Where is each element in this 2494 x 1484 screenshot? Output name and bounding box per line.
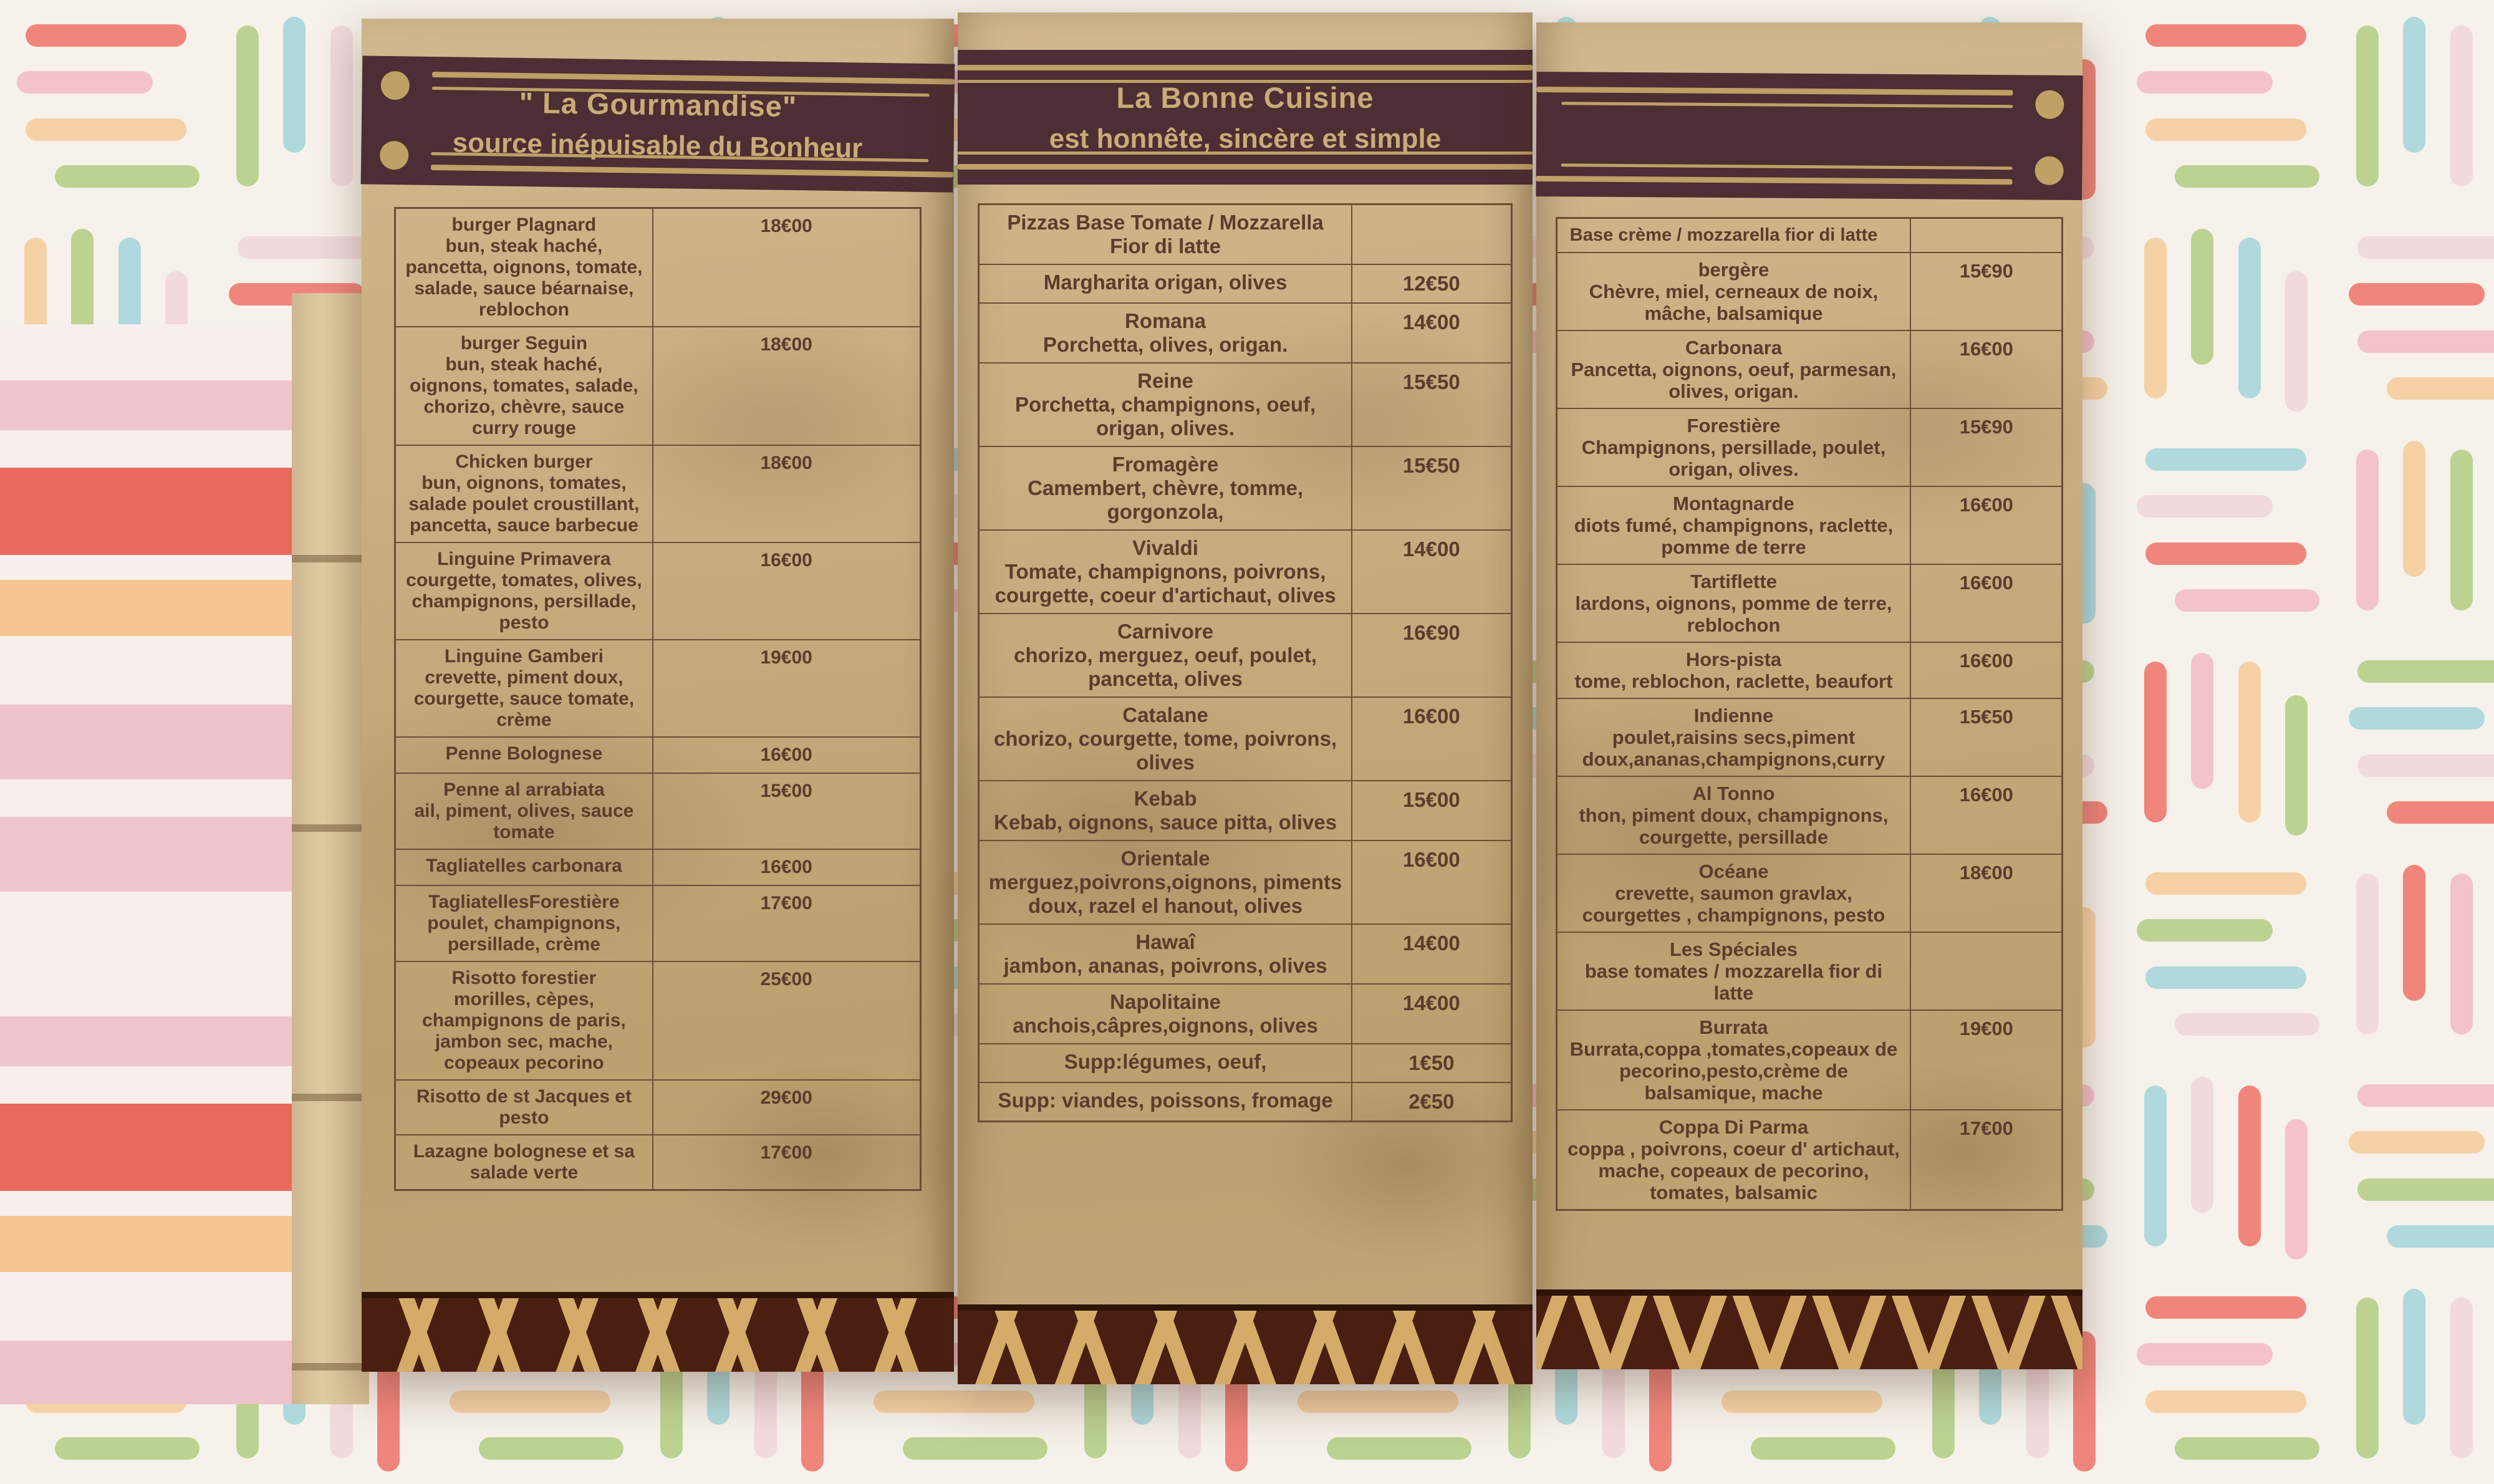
cloth-stroke — [2356, 1298, 2379, 1458]
item-price: 15€00 — [1352, 781, 1511, 841]
item-name: Carnivore — [1117, 620, 1214, 643]
lattice-band — [958, 1304, 1533, 1384]
item-name: Tartiflette — [1690, 571, 1777, 592]
cloth-tile — [2120, 1272, 2332, 1484]
menu-item-row — [979, 446, 1511, 530]
cloth-stroke — [2145, 542, 2306, 565]
menu-item-row — [1556, 486, 2063, 564]
item-name: Burrata — [1699, 1016, 1768, 1038]
cloth-stroke — [2357, 330, 2494, 353]
trifold-menu — [362, 11, 2082, 1389]
item-name: Les Spéciales — [1669, 938, 1798, 960]
menu-item-row — [1556, 854, 2063, 932]
item-name: Carbonara — [1685, 337, 1782, 359]
cloth-stroke — [2191, 653, 2213, 789]
item-description: Chèvre, miel, cerneaux de noix, mâche, balsamique — [1589, 281, 1879, 324]
cloth-stroke — [26, 118, 186, 141]
menu-item-row — [979, 1044, 1511, 1082]
cloth-stroke — [2144, 1086, 2167, 1246]
item-name: Risotto forestier — [451, 968, 597, 988]
menu-item-row — [395, 961, 921, 1080]
cloth-stroke — [2137, 919, 2273, 942]
item-name: Al Tonno — [1692, 783, 1775, 804]
item-name: Océane — [1698, 860, 1769, 882]
cloth-tile — [2332, 0, 2494, 212]
item-price: 15€90 — [1910, 408, 2063, 486]
cloth-stroke — [55, 1437, 199, 1460]
item-price: 16€00 — [653, 542, 921, 640]
cloth-stroke — [1327, 1437, 1471, 1460]
cloth-stroke — [2349, 1131, 2485, 1154]
item-price: 15€50 — [1352, 363, 1511, 446]
item-description: coppa , poivrons, coeur d' artichaut, mache, copeaux de pecorino, tomates, balsamic — [1567, 1138, 1900, 1203]
item-description: base tomates / mozzarella fior di latte — [1584, 960, 1883, 1004]
item-price — [1910, 932, 2063, 1010]
item-price: 17€00 — [653, 1135, 921, 1190]
item-name: Pizzas Base Tomate / Mozzarella — [1007, 211, 1324, 234]
cloth-stroke — [2145, 448, 2306, 471]
menu-item-row — [395, 849, 921, 885]
cloth-stroke — [2285, 695, 2308, 835]
cloth-tile — [2120, 636, 2332, 848]
cloth-tile — [2332, 212, 2494, 424]
cloth-stroke — [874, 1390, 1034, 1413]
item-name: burger Plagnard — [451, 214, 597, 235]
cloth-stroke — [2137, 1343, 2273, 1366]
menu-items-table-center — [978, 203, 1512, 1122]
item-description: crevette, saumon gravlax, courgettes , champignons, pesto — [1582, 882, 1885, 926]
cloth-stroke — [330, 26, 353, 186]
menu-item-row — [395, 445, 921, 542]
item-description: courgette, tomates, olives, champignons, persillade, pesto — [406, 570, 642, 633]
cloth-stroke — [2349, 283, 2485, 306]
item-price: 15€90 — [1910, 253, 2063, 330]
item-price: 16€00 — [1352, 697, 1511, 781]
item-name: Risotto de st Jacques et pesto — [416, 1086, 632, 1128]
item-name: Margharita origan, olives — [1043, 271, 1288, 294]
cloth-stroke — [2450, 1298, 2473, 1458]
panel-left-title-line1: " La Gourmandise" — [519, 85, 797, 123]
item-price: 14€00 — [1352, 530, 1511, 614]
menu-item-row — [979, 1082, 1511, 1122]
banner-rule — [1536, 176, 2012, 185]
cloth-stroke — [236, 26, 259, 186]
cloth-stroke — [2285, 1119, 2308, 1259]
cloth-stroke — [2175, 165, 2319, 188]
item-price: 16€00 — [653, 849, 921, 885]
menu-item-row — [1556, 1010, 2063, 1110]
menu-item-row — [979, 781, 1511, 841]
cloth-tile — [2332, 636, 2494, 848]
item-name: Hors-pista — [1685, 648, 1782, 670]
item-price: 18€00 — [653, 327, 921, 445]
menu-item-row — [979, 530, 1511, 614]
cloth-stroke — [2356, 26, 2379, 186]
item-price: 17€00 — [653, 885, 921, 961]
menu-item-row — [395, 885, 921, 961]
item-name: Lazagne bolognese et sa salade verte — [413, 1141, 635, 1183]
cloth-stroke — [2175, 589, 2319, 612]
item-price: 14€00 — [1352, 984, 1511, 1044]
menu-item-row — [979, 205, 1511, 265]
cloth-stroke — [17, 71, 153, 94]
item-description: tome, reblochon, raclette, beaufort — [1574, 670, 1893, 692]
item-description: morilles, cèpes, champignons de paris, jambon sec, mache, copeaux pecorino — [422, 989, 626, 1073]
cloth-stroke — [2357, 1084, 2494, 1107]
panel-left-banner — [361, 55, 955, 192]
banner-rule — [1561, 102, 2013, 108]
item-description: Tomate, champignons, poivrons, courgette, coeur d'artichaut, olives — [994, 560, 1336, 607]
cloth-stroke — [283, 17, 306, 153]
menu-item-row — [1556, 698, 2063, 776]
item-description: bun, steak haché, oignons, tomates, salade, chorizo, chèvre, sauce curry rouge — [410, 354, 638, 438]
menu-item-row — [1556, 932, 2063, 1010]
menu-panel-right — [1536, 22, 2082, 1369]
cloth-tile — [2120, 848, 2332, 1060]
item-description: anchois,câpres,oignons, olives — [1013, 1014, 1318, 1037]
item-description: thon, piment doux, champignons, courgette, persillade — [1579, 804, 1889, 848]
cloth-stroke — [450, 1390, 610, 1413]
menu-item-row — [979, 984, 1511, 1044]
cloth-stroke — [2387, 801, 2494, 824]
cloth-tile — [2332, 424, 2494, 636]
menu-item-row — [395, 1135, 921, 1190]
item-name: Montagnarde — [1673, 493, 1794, 514]
menu-item-row — [1556, 1110, 2063, 1210]
item-price: 16€00 — [1910, 564, 2063, 642]
cloth-tile — [0, 0, 212, 212]
item-price: 17€00 — [1910, 1110, 2063, 1210]
menu-item-row — [979, 363, 1511, 446]
banner-dot-icon — [2035, 90, 2064, 119]
cloth-stroke — [2285, 271, 2308, 411]
item-name: Vivaldi — [1132, 536, 1198, 559]
item-name: Penne Bolognese — [445, 743, 603, 764]
cloth-stroke — [26, 24, 186, 47]
cloth-stroke — [2357, 236, 2494, 259]
item-name: TagliatellesForestière — [428, 892, 620, 912]
item-name: Napolitaine — [1110, 990, 1221, 1013]
item-price: 19€00 — [653, 640, 921, 737]
cloth-tile — [2332, 1272, 2494, 1484]
item-name: Orientale — [1120, 847, 1210, 870]
item-name: Coppa Di Parma — [1659, 1116, 1809, 1138]
item-name: Penne al arrabiata — [443, 779, 605, 800]
tablecloth-striped-edge — [0, 324, 293, 1404]
menu-item-row — [395, 327, 921, 445]
menu-item-row — [979, 303, 1511, 363]
menu-panel-left — [362, 19, 954, 1372]
cloth-stroke — [2238, 1086, 2261, 1246]
menu-item-row — [1556, 330, 2063, 408]
item-price: 1€50 — [1352, 1044, 1511, 1082]
item-description: Camembert, chèvre, tomme, gorgonzola, — [1028, 476, 1304, 523]
item-name: Reine — [1137, 369, 1193, 392]
item-price: 16€00 — [1910, 330, 2063, 408]
table-edge-strip — [292, 293, 369, 1404]
cloth-stroke — [2357, 1178, 2494, 1201]
cloth-stroke — [2450, 874, 2473, 1034]
banner-rule — [1536, 87, 2013, 95]
cloth-stroke — [1751, 1437, 1895, 1460]
item-name: Linguine Gamberi — [444, 646, 604, 667]
item-description: poulet, champignons, persillade, crème — [427, 913, 621, 955]
cloth-stroke — [2387, 377, 2494, 400]
item-description: bun, steak haché, pancetta, oignons, tomate, salade, sauce béarnaise, reblochon — [405, 236, 643, 320]
item-name: Romana — [1124, 309, 1206, 332]
cloth-stroke — [2403, 441, 2425, 577]
item-price: 15€50 — [1910, 698, 2063, 776]
item-price: 29€00 — [653, 1080, 921, 1135]
item-name: Supp: viandes, poissons, fromage — [998, 1089, 1333, 1112]
cloth-stroke — [2356, 874, 2379, 1034]
cloth-stroke — [2238, 662, 2261, 822]
item-description: chorizo, courgette, tome, poivrons, olives — [994, 727, 1337, 774]
cloth-stroke — [2450, 450, 2473, 610]
menu-item-row — [1556, 564, 2063, 642]
item-price — [1352, 205, 1511, 265]
cloth-stroke — [2145, 1390, 2306, 1413]
item-name: Catalane — [1122, 703, 1208, 726]
cloth-stroke — [2191, 229, 2213, 365]
cloth-stroke — [2137, 495, 2273, 518]
item-name: Indienne — [1693, 705, 1774, 726]
cloth-stroke — [2175, 1437, 2319, 1460]
item-price: 12€50 — [1352, 264, 1511, 303]
item-name: bergère — [1698, 259, 1769, 281]
panel-left-title-line2: source inépuisable du Bonheur — [452, 127, 863, 164]
cloth-stroke — [479, 1437, 623, 1460]
cloth-tile — [2332, 848, 2494, 1060]
cloth-stroke — [2191, 1077, 2213, 1213]
banner-dot-icon — [2034, 157, 2063, 185]
cloth-stroke — [2145, 966, 2306, 989]
cloth-stroke — [2144, 238, 2167, 398]
cloth-stroke — [2357, 660, 2494, 683]
cloth-stroke — [903, 1437, 1047, 1460]
menu-item-row — [1556, 218, 2063, 253]
item-price: 16€90 — [1352, 614, 1511, 697]
item-price: 14€00 — [1352, 303, 1511, 363]
menu-item-row — [1556, 642, 2063, 698]
cloth-stroke — [2356, 450, 2379, 610]
menu-item-row — [395, 773, 921, 849]
panel-center-title-line2: est honnête, sincère et simple — [1049, 123, 1442, 154]
cloth-tile — [2120, 0, 2332, 212]
menu-item-row — [395, 737, 921, 773]
cloth-stroke — [2450, 26, 2473, 186]
cloth-stroke — [2145, 24, 2306, 47]
menu-item-row — [1556, 253, 2063, 330]
menu-item-row — [979, 841, 1511, 924]
menu-panel-center — [958, 12, 1533, 1384]
item-name: Kebab — [1134, 787, 1197, 810]
item-price: 16€00 — [1352, 841, 1511, 924]
panel-left-title — [361, 55, 955, 192]
menu-item-row — [1556, 776, 2063, 854]
item-description: Kebab, oignons, sauce pitta, olives — [994, 811, 1337, 834]
lattice-band — [362, 1292, 954, 1372]
item-description: diots fumé, champignons, raclette, pomme de terre — [1574, 514, 1894, 558]
panel-center-title-line1: La Bonne Cuisine — [1116, 80, 1374, 114]
cloth-stroke — [2144, 662, 2167, 822]
panel-center-banner — [958, 50, 1533, 185]
menu-item-row — [395, 1080, 921, 1135]
menu-item-row — [1556, 408, 2063, 486]
item-description: Porchetta, champignons, oeuf, origan, olives. — [1014, 393, 1316, 440]
item-description: crevette, piment doux, courgette, sauce tomate, crème — [413, 667, 635, 730]
item-description: Burrata,coppa ,tomates,copeaux de pecorino,pesto,crème de balsamique, mache — [1569, 1038, 1898, 1104]
menu-item-row — [395, 542, 921, 640]
cloth-stroke — [2137, 71, 2273, 94]
menu-item-row — [979, 924, 1511, 984]
menu-item-row — [979, 264, 1511, 303]
item-description: Pancetta, oignons, oeuf, parmesan, olives, origan. — [1571, 359, 1897, 402]
cloth-tile — [2120, 212, 2332, 424]
item-description: Champignons, persillade, poulet, origan, olives. — [1581, 436, 1886, 480]
cloth-stroke — [2357, 754, 2494, 777]
cloth-stroke — [2175, 1013, 2319, 1036]
item-price: 15€50 — [1352, 446, 1511, 530]
item-name: Base crème / mozzarella fior di latte — [1569, 225, 1878, 245]
item-name: Hawaî — [1135, 930, 1195, 953]
item-price: 25€00 — [653, 961, 921, 1080]
cloth-stroke — [2349, 707, 2485, 730]
cloth-stroke — [2145, 1296, 2306, 1319]
item-name: Supp:légumes, oeuf, — [1064, 1050, 1267, 1073]
banner-rule — [1561, 163, 2013, 170]
cloth-stroke — [2145, 872, 2306, 895]
cloth-stroke — [2238, 238, 2261, 398]
cloth-stroke — [2145, 118, 2306, 141]
cloth-stroke — [2403, 17, 2425, 153]
item-description: poulet,raisins secs,piment doux,ananas,champignons,curry — [1582, 726, 1885, 770]
item-name: Linguine Primavera — [437, 549, 611, 569]
cloth-stroke — [1298, 1390, 1458, 1413]
item-price — [1910, 218, 2063, 253]
item-name: Forestière — [1687, 415, 1781, 436]
item-price: 16€00 — [653, 737, 921, 773]
item-price: 16€00 — [1910, 486, 2063, 564]
menu-items-table-left — [394, 207, 922, 1191]
item-description: Porchetta, olives, origan. — [1042, 333, 1288, 356]
cloth-tile — [2332, 1060, 2494, 1272]
item-price: 19€00 — [1910, 1010, 2063, 1110]
item-name: Chicken burger — [455, 451, 593, 472]
item-description: bun, oignons, tomates, salade poulet croustillant, pancetta, sauce barbecue — [408, 473, 640, 536]
panel-center-title — [958, 50, 1533, 185]
item-description: lardons, oignons, pomme de terre, reblochon — [1575, 592, 1892, 636]
item-name: burger Seguin — [460, 333, 588, 354]
panel-right-banner — [1536, 72, 2082, 200]
menu-item-row — [979, 697, 1511, 781]
cloth-tile — [2120, 1060, 2332, 1272]
item-description: jambon, ananas, poivrons, olives — [1003, 954, 1327, 977]
lattice-band — [1536, 1289, 2082, 1369]
item-price: 18€00 — [653, 208, 921, 327]
item-name: Fromagère — [1112, 453, 1219, 476]
item-price: 16€00 — [1910, 642, 2063, 698]
item-price: 18€00 — [1910, 854, 2063, 932]
cloth-stroke — [1721, 1390, 1882, 1413]
item-description: merguez,poivrons,oignons, piments doux, razel el hanout, olives — [988, 870, 1342, 917]
menu-item-row — [395, 640, 921, 737]
item-price: 15€00 — [653, 773, 921, 849]
item-description: Fior di latte — [1110, 234, 1221, 258]
item-name: Tagliatelles carbonara — [426, 855, 622, 876]
item-price: 2€50 — [1352, 1082, 1511, 1122]
item-price: 14€00 — [1352, 924, 1511, 984]
item-price: 16€00 — [1910, 776, 2063, 854]
menu-item-row — [395, 208, 921, 327]
item-description: chorizo, merguez, oeuf, poulet, pancetta, olives — [1014, 643, 1317, 690]
item-description: ail, piment, olives, sauce tomate — [414, 801, 634, 842]
cloth-tile — [2120, 424, 2332, 636]
item-price: 18€00 — [653, 445, 921, 542]
cloth-stroke — [2403, 1289, 2425, 1425]
cloth-stroke — [55, 165, 199, 188]
menu-items-table-right — [1556, 217, 2064, 1211]
menu-item-row — [979, 614, 1511, 697]
cloth-stroke — [2387, 1225, 2494, 1248]
cloth-stroke — [2403, 865, 2425, 1001]
